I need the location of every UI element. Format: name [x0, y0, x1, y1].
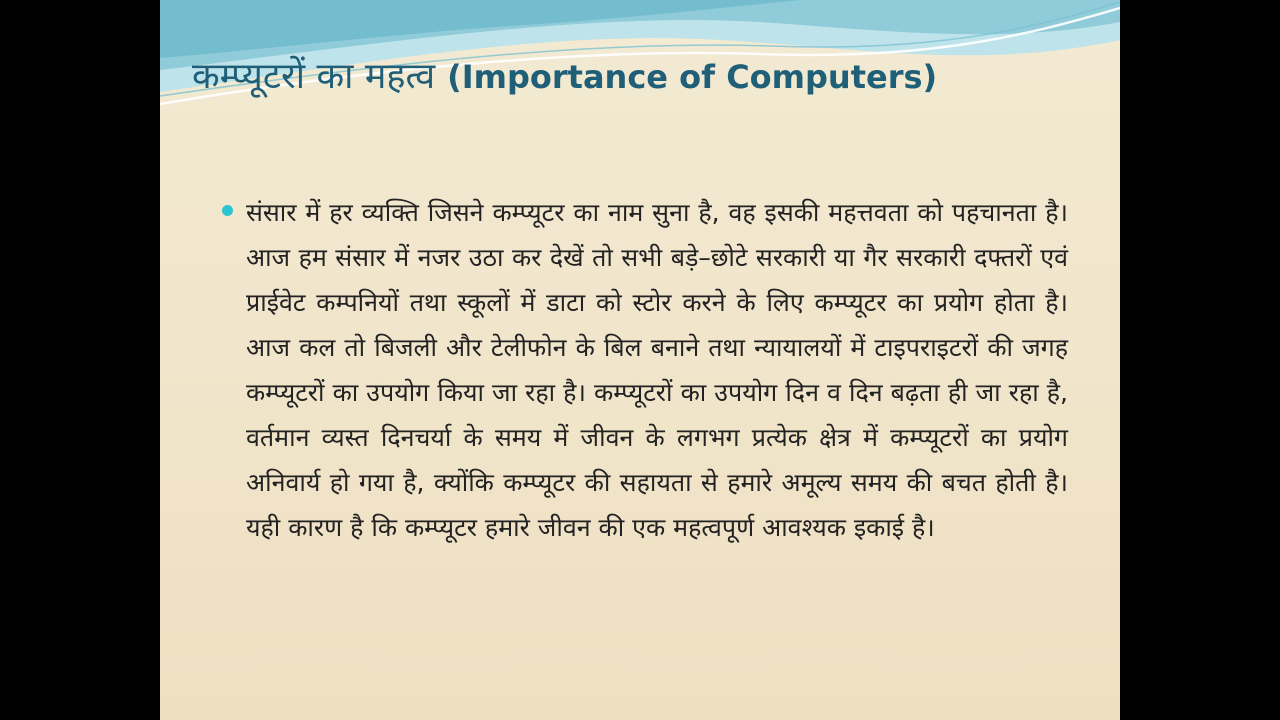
presentation-slide [160, 0, 1120, 720]
bullet-paragraph: संसार में हर व्यक्ति जिसने कम्प्यूटर का नाम सुना है, वह इसकी महत्तवता को पहचानता है। आज हम संसार में नजर उठा कर देखें तो सभी बड़े–छोटे सरकारी या गैर सरकारी दफ्तरों एवं प्राईवेट कम्पनियों तथा स्कूलों में डाटा को स्टोर करने के लिए कम्प्यूटर का प्रयोग होता है। आज कल तो बिजली और टेलीफोन के बिल बनाने तथा न्यायालयों में टाइपराइटरों की जगह कम्प्यूटरों का उपयोग किया जा रहा है। कम्प्यूटरों का उपयोग दिन व दिन बढ़ता ही जा रहा है, वर्तमान व्यस्त दिनचर्या के समय में जीवन के लगभग प्रत्येक क्षेत्र में कम्प्यूटरों का प्रयोग अनिवार्य हो गया है, क्योंकि कम्प्यूटर की सहायता से हमारे अमूल्य समय की बचत होती है। यही कारण है कि कम्प्यूटर हमारे जीवन की एक महत्वपूर्ण आवश्यक इकाई है। [246, 198, 1068, 542]
bullet-point-icon [222, 205, 233, 216]
list-item [222, 190, 1068, 550]
bullet-list [222, 190, 1068, 550]
slide-title-hindi: कम्प्यूटरों का महत्व [192, 56, 436, 97]
slide-title [192, 46, 1072, 108]
slide-title-english: (Importance of Computers) [447, 58, 938, 96]
